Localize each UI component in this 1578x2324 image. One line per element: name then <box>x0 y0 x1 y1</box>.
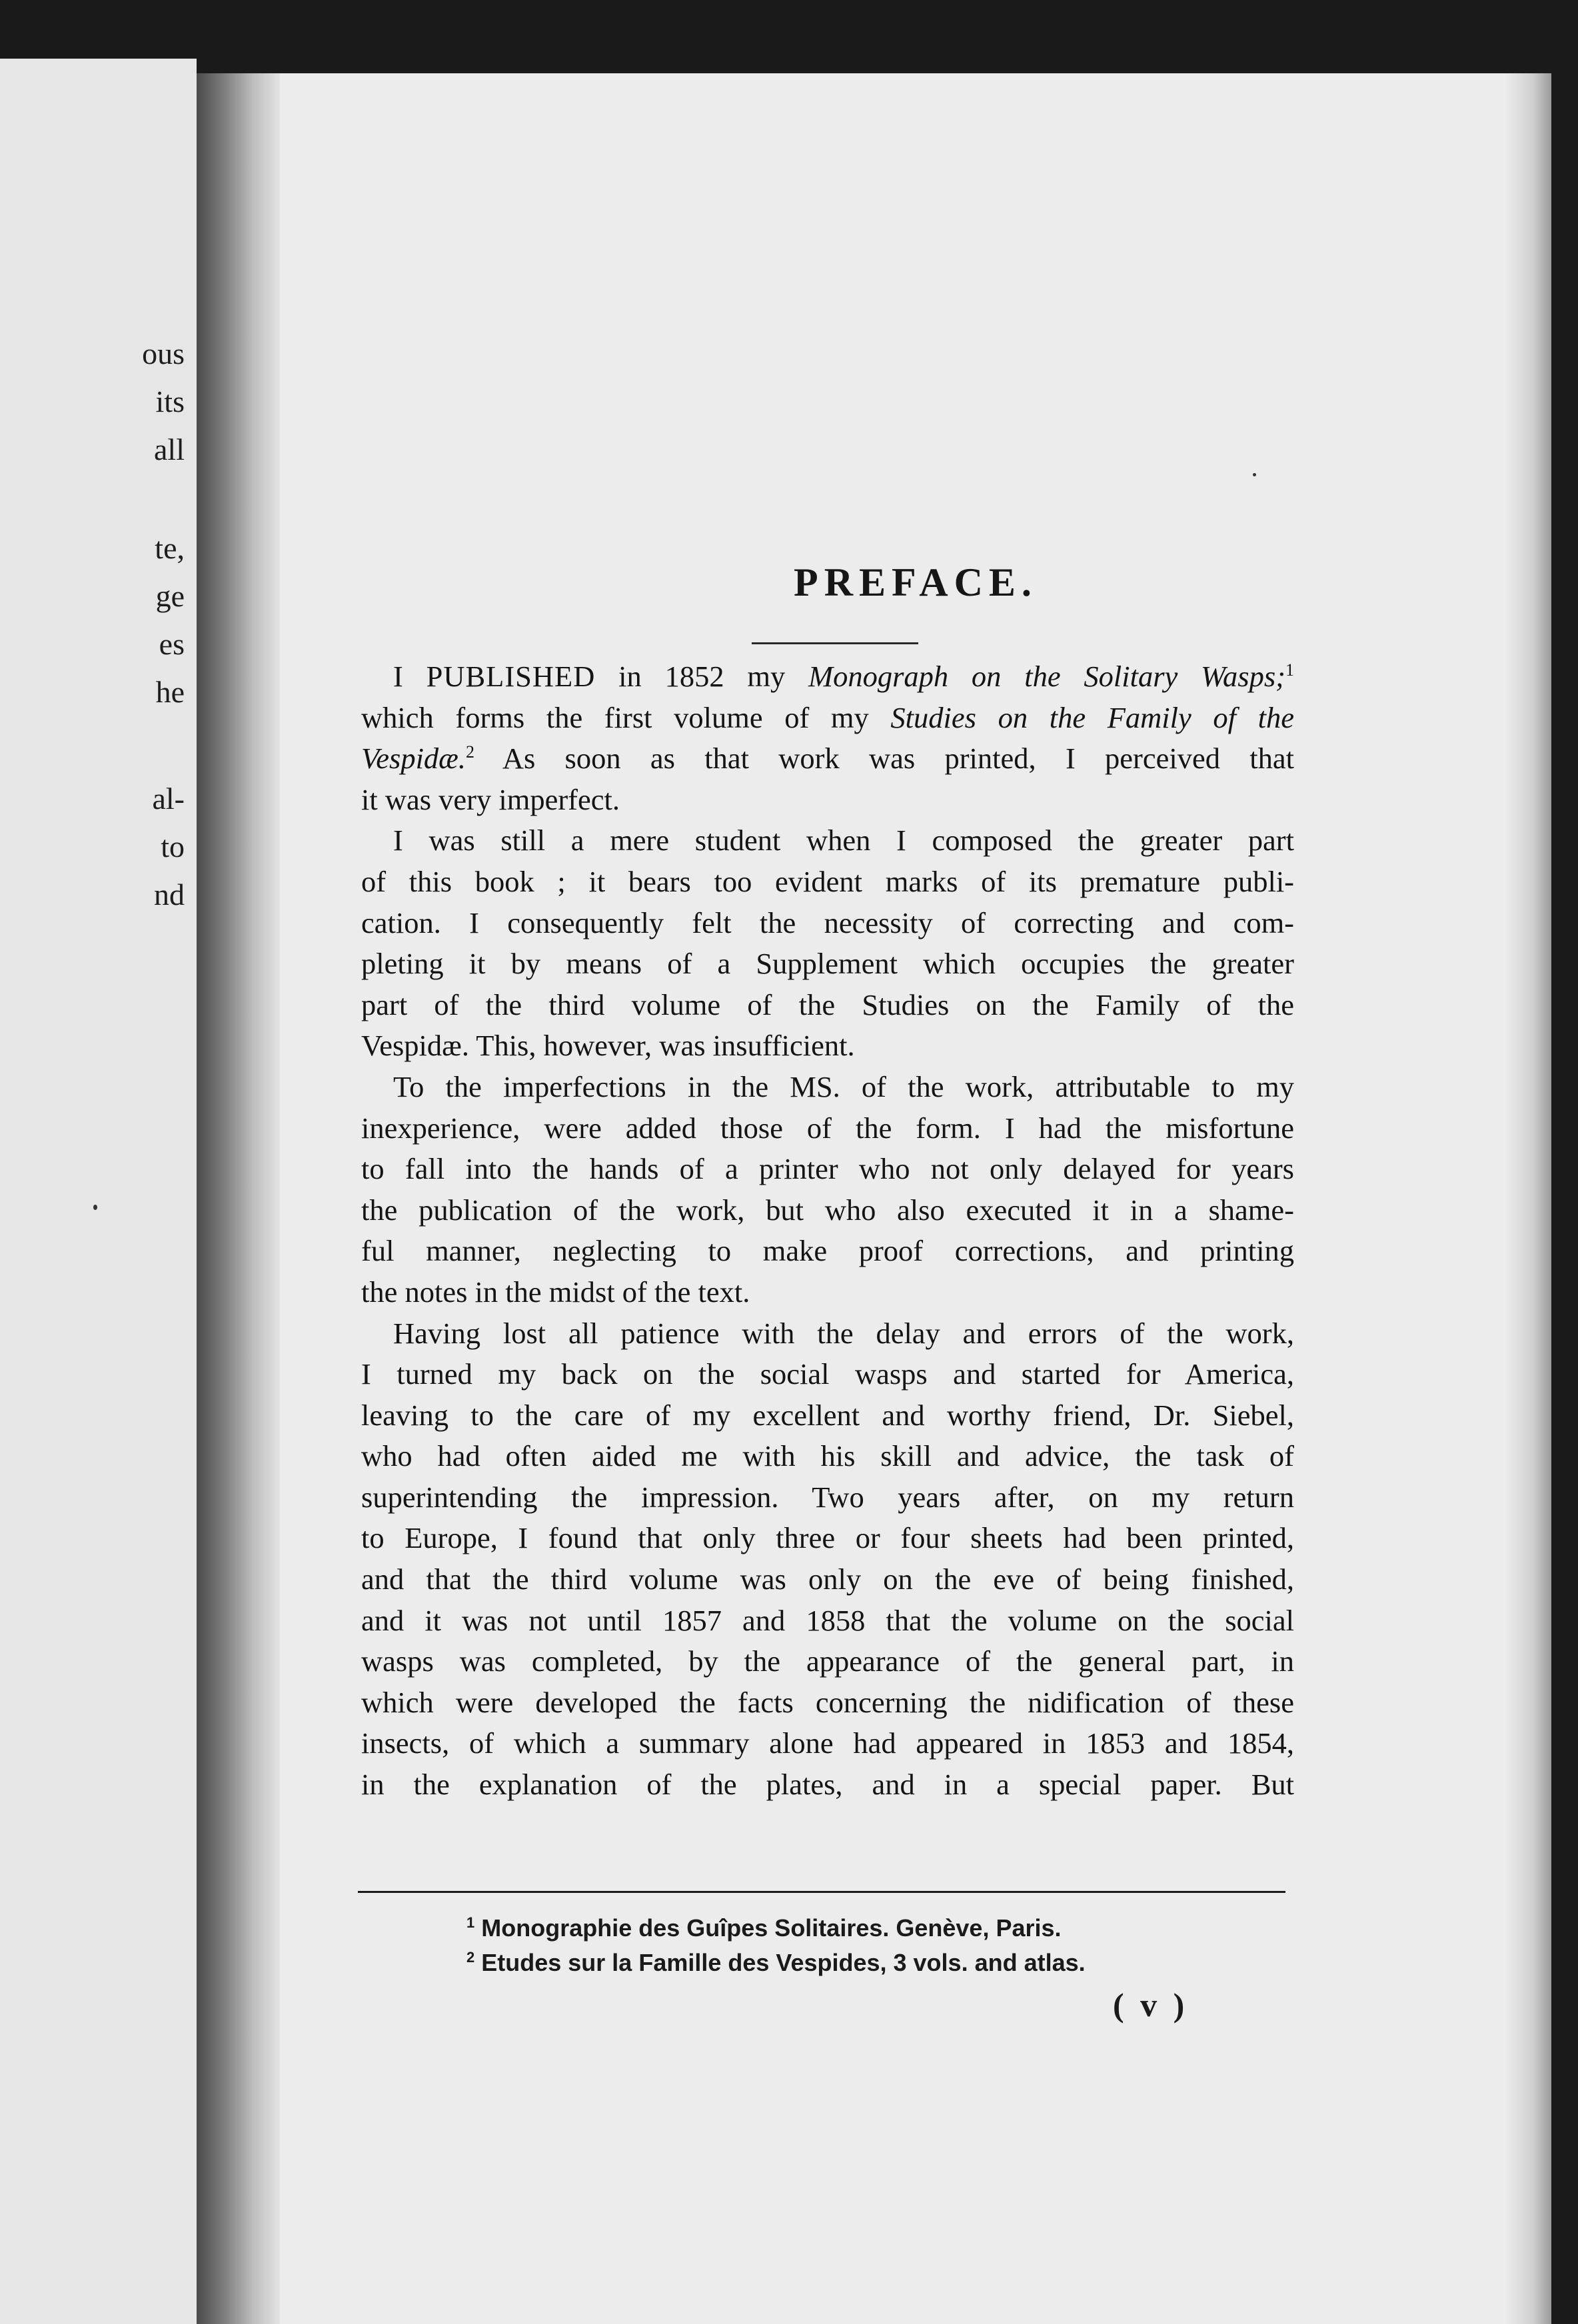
paragraph <box>361 820 1294 1067</box>
text-line: which forms the first volume of my Studies on the Family of the <box>361 700 1294 734</box>
footnote: $^2$ Etudes sur la Famille des Vespides, 3 vols. and atlas. <box>466 1949 1086 1976</box>
text-line: I was still a mere student when I composed the greater part <box>393 824 1294 858</box>
facing-page-fragment: al- <box>152 782 185 816</box>
facing-page-fragment: ous <box>142 336 185 370</box>
text-line: cation. I consequently felt the necessity of correcting and com- <box>361 905 1294 939</box>
paragraph <box>361 656 1294 820</box>
text-line: Vespidæ. This, however, was insufficient. <box>361 1029 855 1063</box>
facing-page-fragment: ge <box>155 579 185 613</box>
title-rule <box>752 642 918 644</box>
book-gutter-shadow <box>197 73 283 2324</box>
facing-page-fragment: all <box>154 432 185 466</box>
text-line: to Europe, I found that only three or four sheets had been printed, <box>361 1521 1294 1555</box>
text-line: insects, of which a summary alone had appeared in 1853 and 1854, <box>361 1726 1294 1760</box>
text-line: who had often aided me with his skill and advice, the task of <box>361 1439 1294 1473</box>
text-line: pleting it by means of a Supplement which occupies the greater <box>361 947 1294 981</box>
ink-speck <box>93 1205 97 1210</box>
text-line: and it was not until 1857 and 1858 that the volume on the social <box>361 1603 1294 1637</box>
text-line: in the explanation of the plates, and in a special paper. But <box>361 1768 1294 1802</box>
footnotes <box>466 1911 1086 1980</box>
text-line: I PUBLISHED in 1852 my Monograph on the Solitary Wasps;$^1$ <box>393 660 1294 693</box>
text-line: To the imperfections in the MS. of the work, attributable to my <box>393 1069 1294 1103</box>
preface-body <box>361 656 1294 1806</box>
footnote: $^1$ Monographie des Guîpes Solitaires. Genève, Paris. <box>466 1914 1062 1942</box>
text-line: to fall into the hands of a printer who not only delayed for years <box>361 1152 1294 1186</box>
facing-page-fragment: es <box>159 627 185 661</box>
text-line: wasps was completed, by the appearance of the general part, in <box>361 1644 1294 1678</box>
facing-page <box>0 59 197 2324</box>
text-line: ful manner, neglecting to make proof corrections, and printing <box>361 1234 1294 1268</box>
facing-page-fragment: its <box>155 384 185 418</box>
paragraph <box>361 1067 1294 1313</box>
text-line: Having lost all patience with the delay and errors of the work, <box>393 1316 1294 1350</box>
paragraph <box>361 1313 1294 1806</box>
text-line: superintending the impression. Two years after, on my return <box>361 1480 1294 1514</box>
text-line: the notes in the midst of the text. <box>361 1275 750 1309</box>
text-line: the publication of the work, but who also executed it in a shame- <box>361 1193 1294 1227</box>
text-line: Vespidæ.$^2$ As soon as that work was printed, I perceived that <box>361 742 1294 776</box>
text-line: inexperience, were added those of the form. I had the misfortune <box>361 1111 1294 1145</box>
text-line: leaving to the care of my excellent and worthy friend, Dr. Siebel, <box>361 1398 1294 1432</box>
page-title: PREFACE. <box>794 560 1038 605</box>
footnote-rule <box>358 1891 1285 1893</box>
text-line: and that the third volume was only on the eve of being finished, <box>361 1562 1294 1596</box>
ink-speck <box>1253 473 1256 476</box>
page-edge-shadow <box>1505 73 1551 2324</box>
facing-page-fragment: he <box>155 675 185 709</box>
text-line: part of the third volume of the Studies on the Family of the <box>361 987 1294 1021</box>
text-line: of this book ; it bears too evident marks of its premature publi- <box>361 864 1294 898</box>
facing-page-fragment: to <box>161 830 185 864</box>
text-line: which were developed the facts concerning the nidification of these <box>361 1685 1294 1719</box>
text-line: I turned my back on the social wasps and started for America, <box>361 1357 1294 1391</box>
facing-page-fragment: nd <box>154 877 185 911</box>
facing-page-fragment: te, <box>155 531 185 565</box>
text-line: it was very imperfect. <box>361 782 620 816</box>
page-number: ( v ) <box>1113 1986 1189 2024</box>
